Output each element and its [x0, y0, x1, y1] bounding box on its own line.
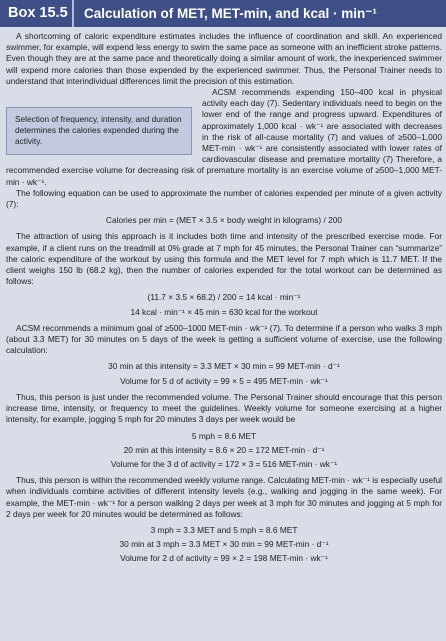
- equation-combined-met: 3 mph = 3.3 MET and 5 mph = 8.6 MET: [150, 524, 298, 535]
- equation-calories-per-min: Calories per min = (MET × 3.5 × body weight in kilograms) / 200: [105, 215, 343, 226]
- box-number: Box 15.5: [0, 0, 72, 27]
- paragraph-5: ACSM recommends a minimum goal of ≥500–1000 MET-min · wk⁻¹ (7). To determine if a person who walks 3 mph (about 3.3 MET) for 30 minutes on 5 days of the week is getting a sufficient volume of exercise, use the following calculation:: [6, 322, 442, 356]
- callout-box: Selection of frequency, intensity, and duration determines the calories expended during the activity.: [6, 107, 192, 155]
- paragraph-1: A shortcoming of caloric expenditure estimates includes the influence of coordination and skill. An experienced swimmer, for example, will expend less energy to swim the same pace as someone with an inefficient stroke patterns. Even though they are at the same pace and theoretically doing a similar amount of work, the inexperienced swimmer will expend more calories than those expended by the experienced swimmer. Thus, the Personal Trainer needs to understand that interindividual differences limit the precision of this estimation.: [6, 31, 442, 86]
- box-body: [6, 31, 442, 565]
- equation-jog-weekly: Volume for the 3 d of activity = 172 × 3 = 516 MET-min · wk⁻¹: [110, 458, 338, 469]
- paragraph-7: Thus, this person is within the recommended weekly volume range. Calculating MET-min · wk⁻¹ is especially useful when individuals combine activities of different intensity levels (e.g., walking and jogging in the same week). For example, the MET-min · wk⁻¹ for a person walking 2 days per week at 3 mph for 30 minutes and jogging at 5 mph for 2 days per week for 20 minutes would be determined as follows:: [6, 475, 442, 519]
- paragraph-3: The following equation can be used to approximate the number of calories expended per minute of a given activity (7):: [6, 187, 442, 210]
- equation-walk-daily: 30 min at this intensity = 3.3 MET × 30 min = 99 MET-min · d⁻¹: [108, 361, 340, 372]
- equation-walk-weekly: Volume for 5 d of activity = 99 × 5 = 495 MET-min · wk⁻¹: [120, 375, 328, 386]
- box-header: [0, 0, 446, 27]
- paragraph-4: The attraction of using this approach is it includes both time and intensity of the prescribed exercise mode. For example, if a client runs on the treadmill at 0% grade at 7 mph for 45 minutes, the Personal Trainer can “summarize” the caloric expenditure of the workout by using this formula and the MET level for 7 mph which is 11.7 MET. If the client weighs 150 lb (68.2 kg), then the number of calories expended for the total workout can be determined as follows:: [6, 231, 442, 287]
- equation-jog-daily: 20 min at this intensity = 8.6 × 20 = 172 MET-min · d⁻¹: [123, 444, 325, 455]
- paragraph-2: ACSM recommends expending 150–400 kcal in physical activity each day (7). Sedentary individuals need to begin on the lower end of the range and progress upward. Expenditures of approximately 1,000 kcal · wk⁻¹ are associated with decreases in the risk of all-cause mortality (7) and values of ≥500–1,000 MET-min · wk⁻¹ are consistently associated with lower rates of cardiovascular disease and premature mortality (7) Therefore, a recommended exercise volume for decreasing risk of premature mortality is an exercise volume of ≥500–1,000 MET-min · wk⁻¹.: [6, 87, 442, 187]
- equation-kcal-per-min: (11.7 × 3.5 × 68.2) / 200 = 14 kcal · min⁻¹: [147, 292, 301, 303]
- equation-jog-met: 5 mph = 8.6 MET: [191, 430, 257, 441]
- equation-combined-weekly: Volume for 2 d of activity = 99 × 2 = 198 MET-min · wk⁻¹: [120, 553, 328, 564]
- equation-combined-daily: 30 min at 3 mph = 3.3 MET × 30 min = 99 MET-min · d⁻¹: [119, 539, 329, 550]
- box-title: Calculation of MET, MET-min, and kcal · min⁻¹: [74, 0, 446, 27]
- equation-workout-kcal: 14 kcal · min⁻¹ × 45 min = 630 kcal for the workout: [130, 306, 318, 317]
- paragraph-6: Thus, this person is just under the recommended volume. The Personal Trainer should encourage that this person increase time, intensity, or frequency to meet the guidelines. Weekly volume for someone exercising at a higher intensity, for example, jogging 5 mph for 20 minutes 3 days per week would be: [6, 391, 442, 425]
